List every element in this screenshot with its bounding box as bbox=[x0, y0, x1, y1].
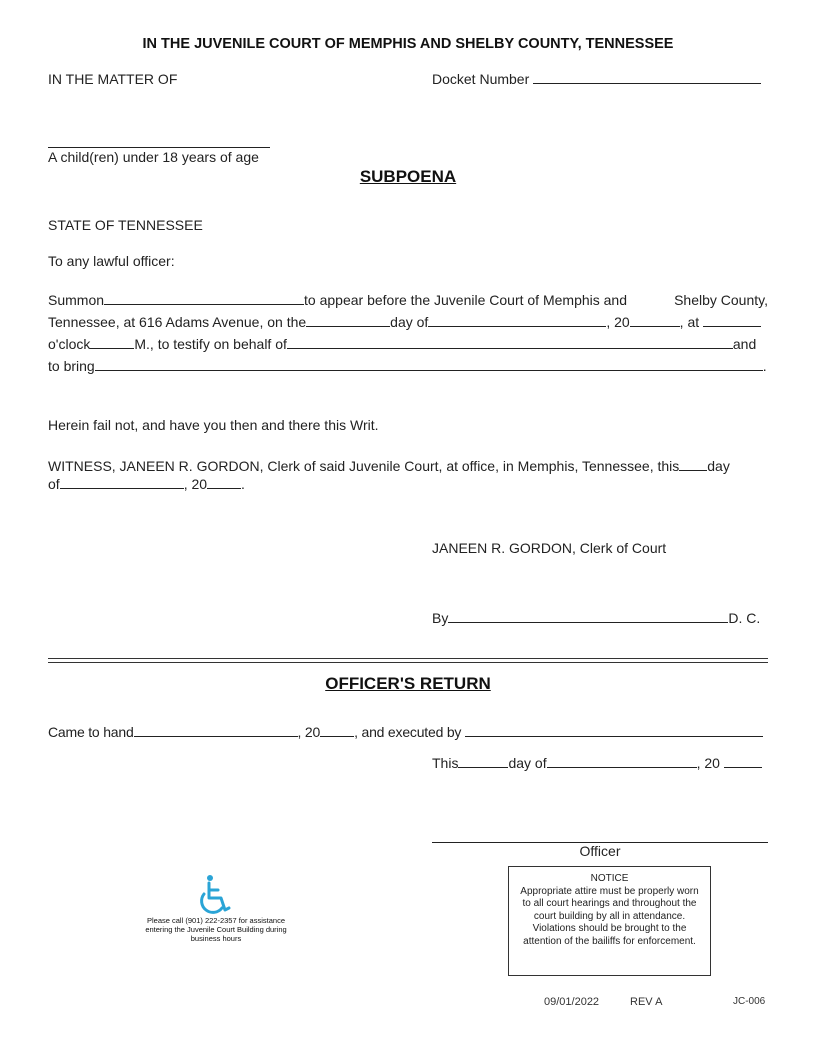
year-prefix-text: , 20 bbox=[606, 314, 630, 330]
testify-text: M., to testify on behalf of bbox=[134, 336, 287, 352]
summon-line-1 bbox=[48, 292, 768, 308]
witness-text: WITNESS, JANEEN R. GORDON, Clerk of said Juvenile Court, at office, in Memphis, Tennessee, this bbox=[48, 458, 680, 474]
docket-number-field[interactable] bbox=[533, 71, 761, 84]
by-signature-row bbox=[432, 610, 760, 626]
docket-label: Docket Number bbox=[432, 71, 530, 87]
court-title: IN THE JUVENILE COURT OF MEMPHIS AND SHELBY COUNTY, TENNESSEE bbox=[142, 36, 674, 52]
appear-month-field[interactable] bbox=[428, 314, 606, 327]
docket-number-row bbox=[432, 71, 761, 87]
at-text: , at bbox=[679, 314, 700, 330]
period-text: . bbox=[762, 358, 767, 374]
appear-text: to appear before the Juvenile Court of Memphis and bbox=[304, 292, 628, 308]
return-line-2 bbox=[432, 755, 762, 771]
matter-label: IN THE MATTER OF bbox=[48, 71, 178, 87]
section-divider bbox=[48, 658, 768, 663]
and-text: and bbox=[732, 336, 757, 352]
officer-greeting: To any lawful officer: bbox=[48, 253, 175, 269]
witness-day-field[interactable] bbox=[679, 458, 707, 471]
summon-word: Summon bbox=[48, 292, 105, 308]
executed-by-text: , and executed by bbox=[354, 724, 462, 740]
shelby-county-text: Shelby County, bbox=[674, 292, 768, 308]
by-label: By bbox=[432, 610, 449, 626]
notice-body: Appropriate attire must be properly worn to all court hearings and throughout the court building by all in attendance. Violations should be brought to the attention of the bailiffs for enforcement. bbox=[520, 885, 699, 947]
notice-title: NOTICE bbox=[590, 873, 629, 884]
witness-year-field[interactable] bbox=[207, 476, 241, 489]
return-line-1 bbox=[48, 724, 763, 740]
return-year-field[interactable] bbox=[320, 724, 354, 737]
form-revision: REV A bbox=[630, 996, 663, 1008]
child-name-field[interactable] bbox=[48, 147, 270, 148]
clerk-signature: JANEEN R. GORDON, Clerk of Court bbox=[432, 540, 667, 556]
child-caption: A child(ren) under 18 years of age bbox=[48, 149, 259, 165]
oclock-text: o'clock bbox=[48, 336, 91, 352]
to-bring-text: to bring bbox=[48, 358, 95, 374]
witness-of-word: of bbox=[48, 476, 60, 492]
witness-line-1 bbox=[48, 458, 730, 474]
executed-by-field[interactable] bbox=[465, 724, 763, 737]
return-day-of-text: day of bbox=[508, 755, 547, 771]
summon-line-2 bbox=[48, 314, 761, 330]
return-year-prefix: , 20 bbox=[297, 724, 321, 740]
witness-period: . bbox=[241, 476, 245, 492]
attire-notice-box bbox=[508, 866, 711, 976]
state-label: STATE OF TENNESSEE bbox=[48, 217, 203, 233]
return-day-field[interactable] bbox=[458, 755, 508, 768]
witness-month-field[interactable] bbox=[60, 476, 184, 489]
form-number: JC-006 bbox=[733, 996, 766, 1007]
assistance-text: Please call (901) 222-2357 for assistance entering the Juvenile Court Building during business hours bbox=[145, 916, 287, 943]
appear-year-field[interactable] bbox=[630, 314, 680, 327]
appear-day-field[interactable] bbox=[306, 314, 390, 327]
return-year-prefix-2: , 20 bbox=[696, 755, 720, 771]
summon-line-4 bbox=[48, 358, 767, 374]
witness-line-2 bbox=[48, 476, 245, 492]
appear-time-field[interactable] bbox=[703, 314, 761, 327]
witness-day-word: day bbox=[707, 458, 730, 474]
officer-label: Officer bbox=[579, 843, 621, 859]
fail-not-text: Herein fail not, and have you then and there this Writ. bbox=[48, 417, 379, 433]
witness-year-prefix: , 20 bbox=[183, 476, 208, 492]
witness-name-field[interactable] bbox=[104, 292, 304, 305]
came-to-hand-text: Came to hand bbox=[48, 724, 134, 740]
summon-line-3 bbox=[48, 336, 756, 352]
form-date: 09/01/2022 bbox=[544, 996, 600, 1008]
wheelchair-accessibility-icon bbox=[192, 874, 236, 918]
deputy-clerk-signature-field[interactable] bbox=[448, 610, 728, 623]
return-month-field[interactable] bbox=[547, 755, 697, 768]
officers-return-heading: OFFICER'S RETURN bbox=[325, 674, 491, 693]
day-of-text: day of bbox=[390, 314, 429, 330]
subpoena-heading: SUBPOENA bbox=[359, 167, 457, 186]
return-year-field-2[interactable] bbox=[724, 755, 762, 768]
items-to-bring-field[interactable] bbox=[95, 358, 763, 371]
dc-label: D. C. bbox=[728, 610, 761, 626]
am-pm-field[interactable] bbox=[90, 336, 134, 349]
address-text: Tennessee, at 616 Adams Avenue, on the bbox=[48, 314, 307, 330]
on-behalf-of-field[interactable] bbox=[287, 336, 733, 349]
came-to-hand-date-field[interactable] bbox=[134, 724, 298, 737]
this-text: This bbox=[432, 755, 459, 771]
